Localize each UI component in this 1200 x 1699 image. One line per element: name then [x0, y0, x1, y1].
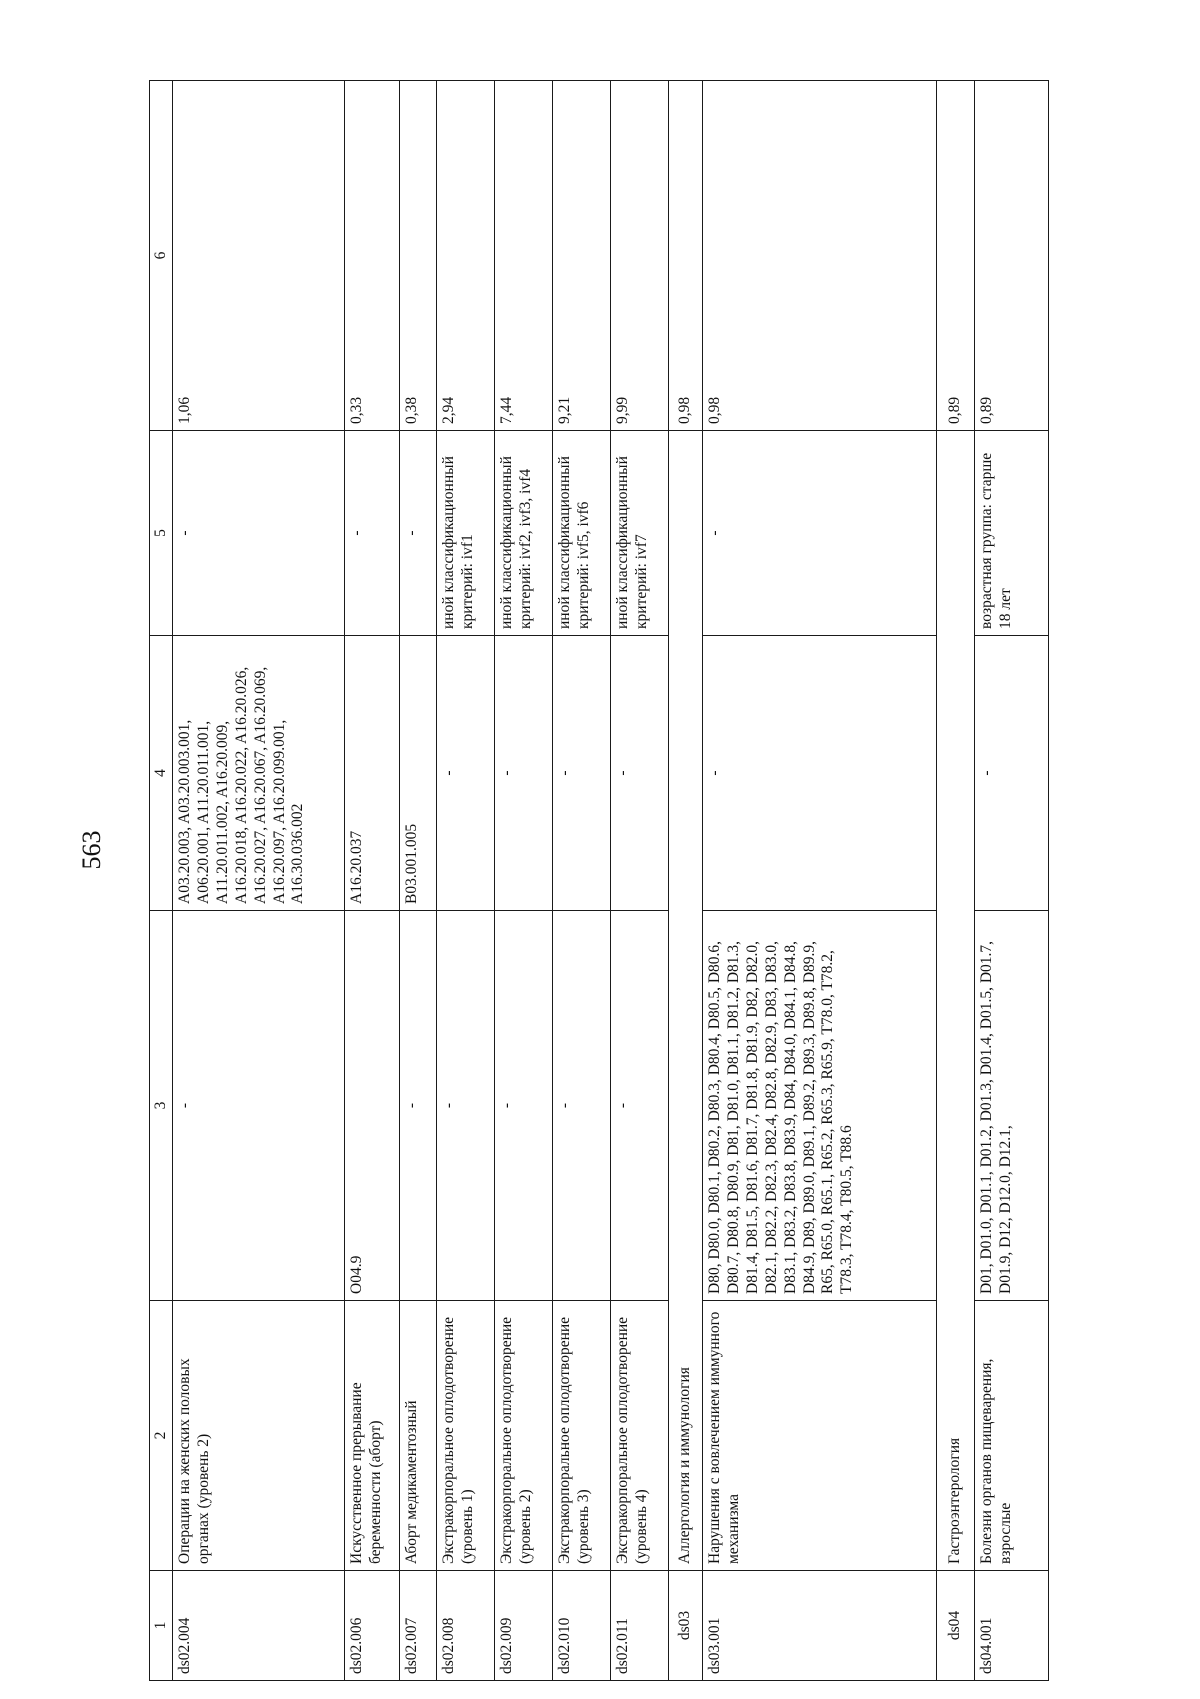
row-services: A03.20.003, A03.20.003.001, A06.20.001, A11.20.011.001, A11.20.011.002, A16.20.009, A16.20.018, A16.20.022, A16.20.026, A16.20.027, A16.20.067, A16.20.069, A16.20.097, A16.20.099.001, A16.30.036.002 [173, 636, 345, 911]
row-coefficient: 0,38 [400, 81, 437, 431]
row-name: Операции на женских половых органах (уровень 2) [173, 1301, 345, 1571]
row-name: Искусственное прерывание беременности (аборт) [345, 1301, 400, 1571]
table-row [611, 81, 669, 1681]
page-number: 563 [77, 830, 106, 870]
section-title: Гастроэнтерология [937, 431, 975, 1571]
table-row [553, 81, 611, 1681]
section-row [669, 81, 703, 1681]
row-coefficient: 0,33 [345, 81, 400, 431]
row-other-criteria: иной классификационный критерий: ivf1 [437, 431, 495, 636]
header-cell-5: 5 [150, 431, 173, 636]
row-diagnoses: - [400, 911, 437, 1301]
row-code: ds02.004 [173, 1571, 345, 1681]
tariff-table [149, 80, 1049, 1681]
table-row [975, 81, 1049, 1681]
row-name: Нарушения с вовлечением иммунного механизма [703, 1301, 937, 1571]
row-other-criteria: иной классификационный критерий: ivf2, ivf3, ivf4 [495, 431, 553, 636]
row-other-criteria: - [400, 431, 437, 636]
row-name: Экстракорпоральное оплодотворение (уровень 3) [553, 1301, 611, 1571]
header-row [150, 81, 173, 1681]
table-row [345, 81, 400, 1681]
row-coefficient: 0,98 [703, 81, 937, 431]
row-diagnoses: D01, D01.0, D01.1, D01.2, D01.3, D01.4, D01.5, D01.7, D01.9, D12, D12.0, D12.1, [975, 911, 1049, 1301]
section-row [937, 81, 975, 1681]
row-diagnoses: O04.9 [345, 911, 400, 1301]
rotated-table-frame [149, 81, 1049, 1681]
table-row [400, 81, 437, 1681]
page-number-box [72, 830, 112, 870]
section-title: Аллергология и иммунология [669, 431, 703, 1571]
row-diagnoses: - [173, 911, 345, 1301]
row-other-criteria: - [703, 431, 937, 636]
row-coefficient: 9,21 [553, 81, 611, 431]
row-name: Аборт медикаментозный [400, 1301, 437, 1571]
row-coefficient: 9,99 [611, 81, 669, 431]
table-row [703, 81, 937, 1681]
header-cell-1: 1 [150, 1571, 173, 1681]
row-diagnoses: - [611, 911, 669, 1301]
row-code: ds03.001 [703, 1571, 937, 1681]
section-code: ds03 [669, 1571, 703, 1681]
section-coefficient: 0,89 [937, 81, 975, 431]
row-services: - [975, 636, 1049, 911]
row-other-criteria: - [345, 431, 400, 636]
row-code: ds02.007 [400, 1571, 437, 1681]
row-name: Экстракорпоральное оплодотворение (уровень 2) [495, 1301, 553, 1571]
section-code: ds04 [937, 1571, 975, 1681]
header-cell-4: 4 [150, 636, 173, 911]
row-code: ds02.010 [553, 1571, 611, 1681]
row-coefficient: 0,89 [975, 81, 1049, 431]
row-coefficient: 7,44 [495, 81, 553, 431]
header-cell-6: 6 [150, 81, 173, 431]
row-services: - [437, 636, 495, 911]
row-other-criteria: - [173, 431, 345, 636]
row-diagnoses: D80, D80.0, D80.1, D80.2, D80.3, D80.4, D80.5, D80.6, D80.7, D80.8, D80.9, D81, D81.0, D81.1, D81.2, D81.3, D81.4, D81.5, D81.6, D81.7, D81.8, D81.9, D82, D82.0, D82.1, D82.2, D82.3, D82.4, D82.8, D82.9, D83, D83.0, D83.1, D83.2, D83.8, D83.9, D84, D84.0, D84.1, D84.8, D84.9, D89, D89.0, D89.1, D89.2, D89.3, D89.8, D89.9, R65, R65.0, R65.1, R65.2, R65.3, R65.9, T78.0, T78.2, T78.3, T78.4, T80.5, T88.6 [703, 911, 937, 1301]
row-other-criteria: иной классификационный критерий: ivf7 [611, 431, 669, 636]
row-coefficient: 1,06 [173, 81, 345, 431]
row-name: Болезни органов пищеварения, взрослые [975, 1301, 1049, 1571]
row-other-criteria: иной классификационный критерий: ivf5, ivf6 [553, 431, 611, 636]
row-other-criteria: возрастная группа: старше 18 лет [975, 431, 1049, 636]
row-diagnoses: - [437, 911, 495, 1301]
row-services: - [703, 636, 937, 911]
row-services: - [495, 636, 553, 911]
row-code: ds04.001 [975, 1571, 1049, 1681]
table-row [495, 81, 553, 1681]
header-cell-3: 3 [150, 911, 173, 1301]
row-name: Экстракорпоральное оплодотворение (уровень 4) [611, 1301, 669, 1571]
table-row [437, 81, 495, 1681]
row-coefficient: 2,94 [437, 81, 495, 431]
section-coefficient: 0,98 [669, 81, 703, 431]
header-cell-2: 2 [150, 1301, 173, 1571]
table-row [173, 81, 345, 1681]
row-name: Экстракорпоральное оплодотворение (уровень 1) [437, 1301, 495, 1571]
row-code: ds02.008 [437, 1571, 495, 1681]
row-diagnoses: - [495, 911, 553, 1301]
row-code: ds02.006 [345, 1571, 400, 1681]
row-services: B03.001.005 [400, 636, 437, 911]
row-services: - [611, 636, 669, 911]
row-code: ds02.009 [495, 1571, 553, 1681]
row-diagnoses: - [553, 911, 611, 1301]
row-services: A16.20.037 [345, 636, 400, 911]
row-code: ds02.011 [611, 1571, 669, 1681]
row-services: - [553, 636, 611, 911]
